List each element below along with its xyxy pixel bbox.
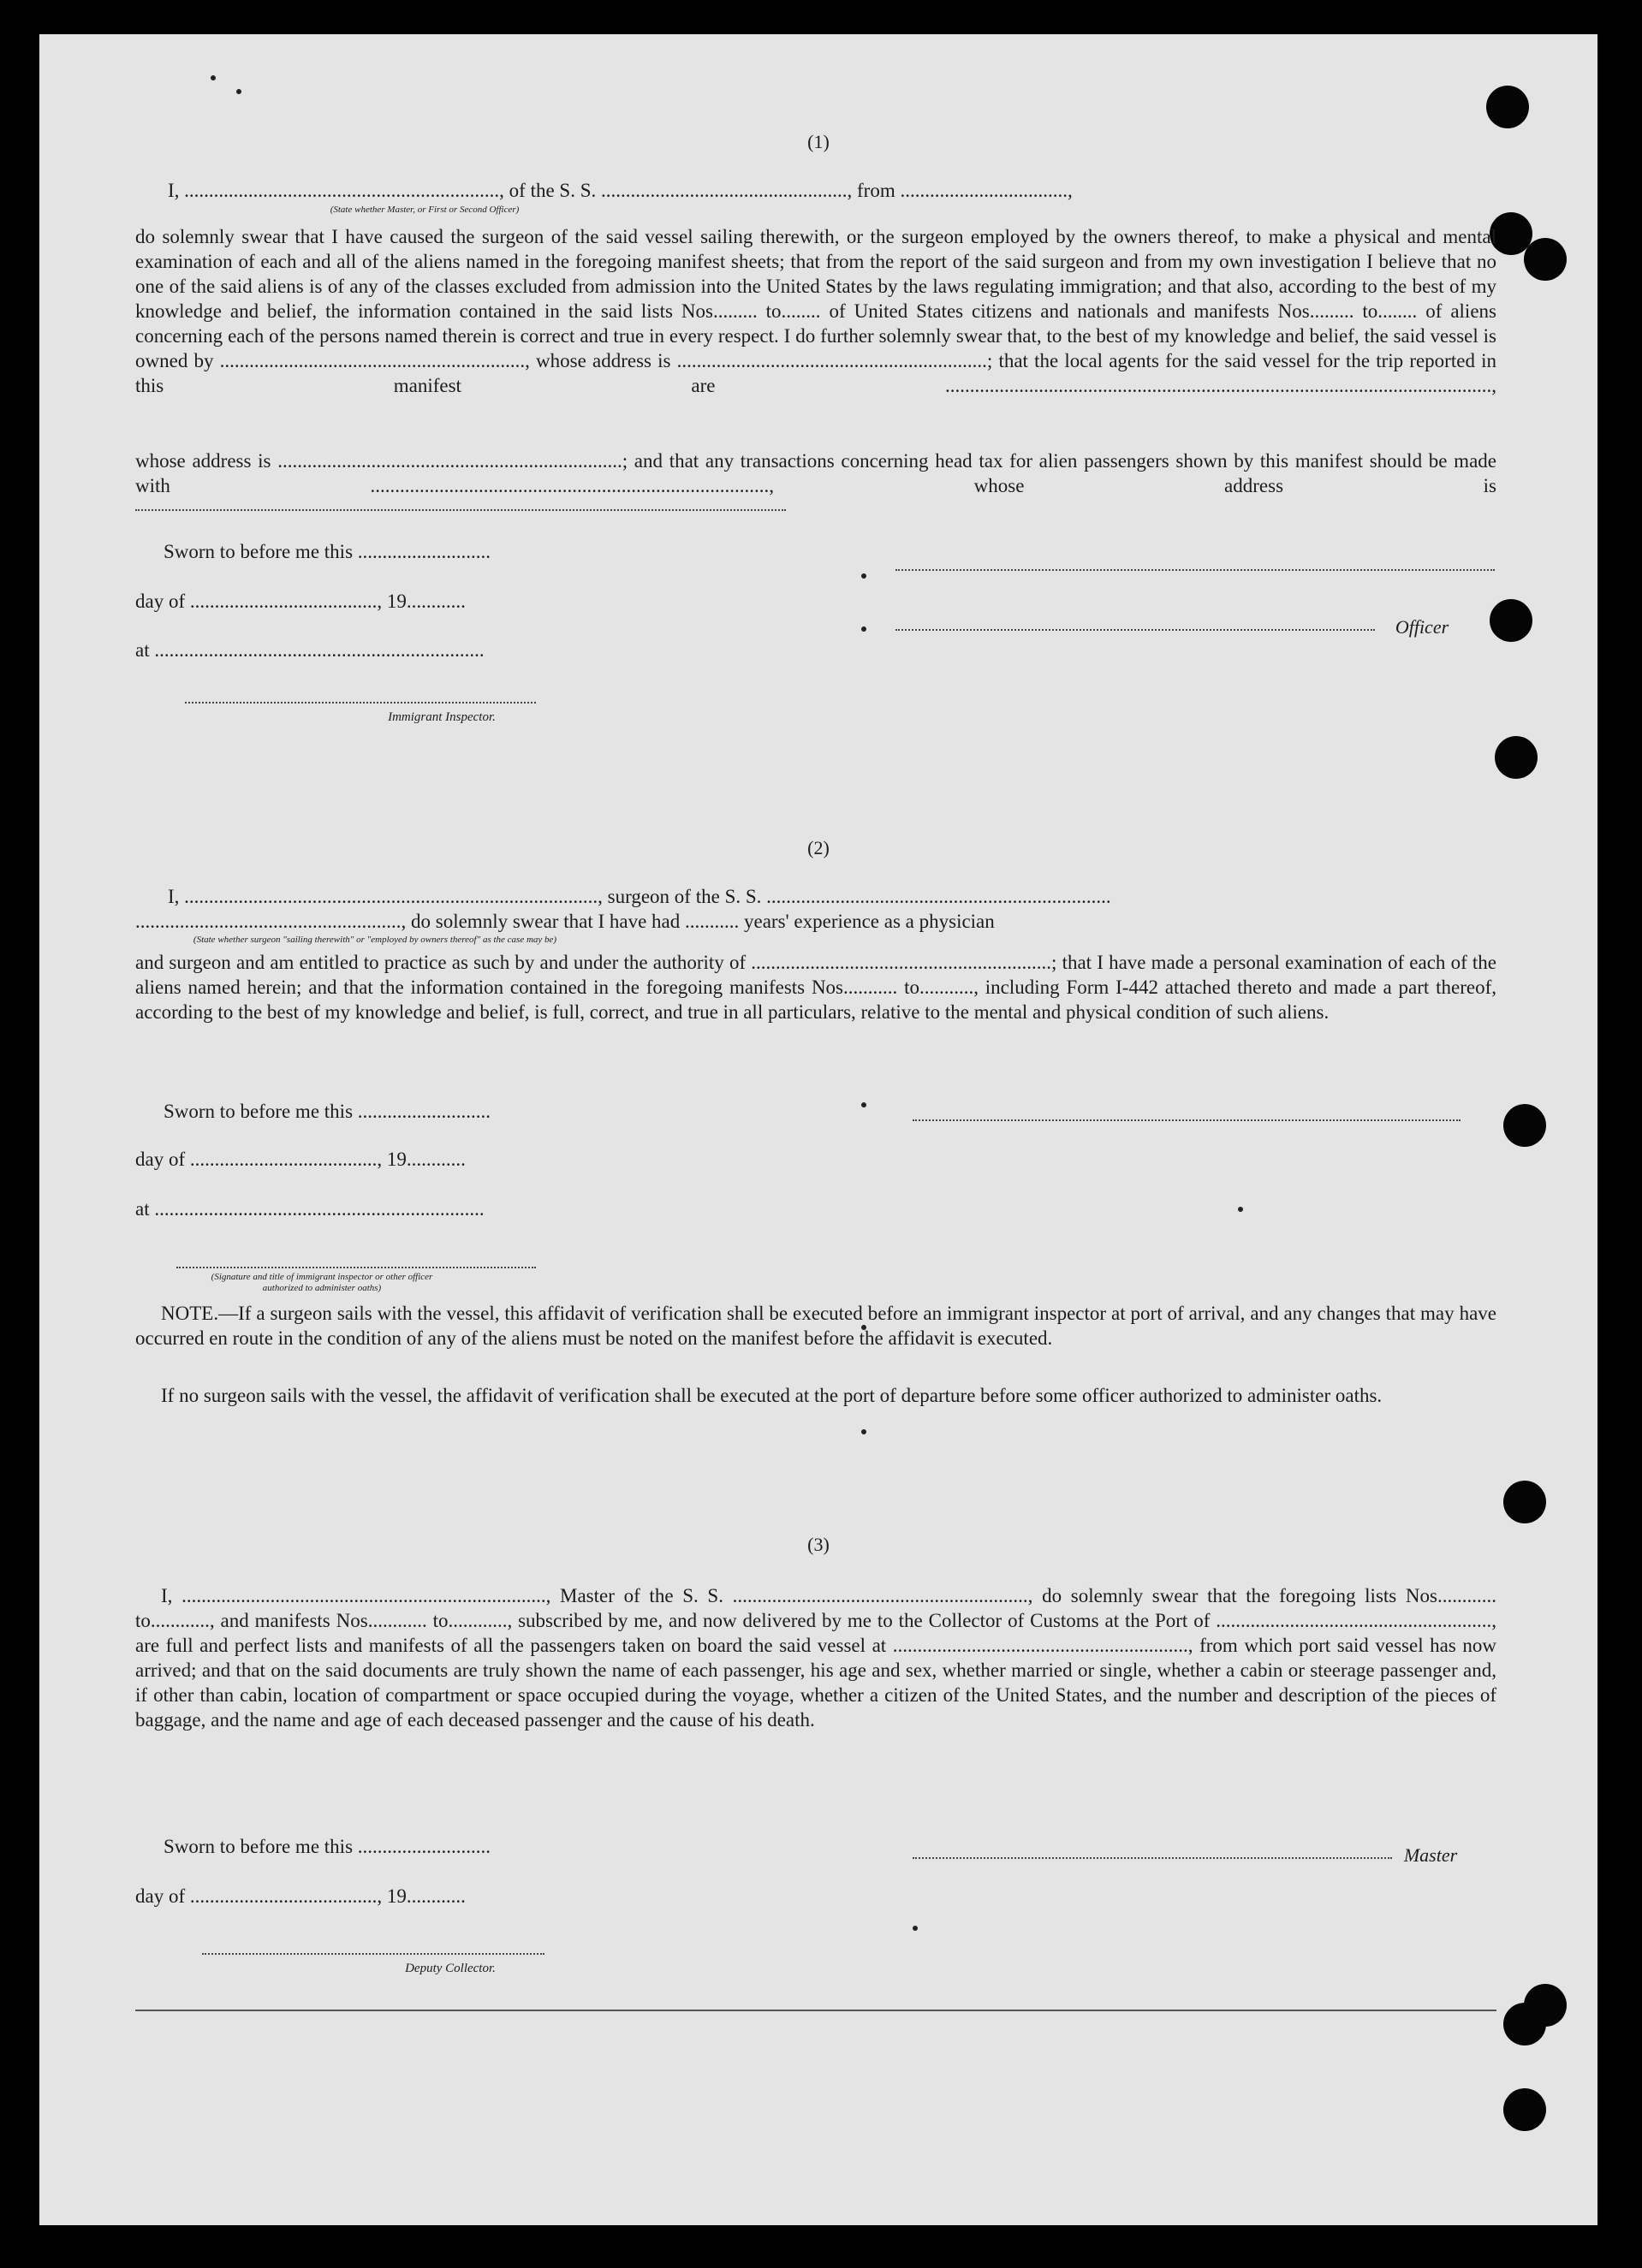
section-2-note-2 (135, 1383, 1496, 1408)
section-1-oath-caption: (State whether Master, or First or Second Officer) (330, 205, 520, 215)
master-signature-line (913, 1857, 1392, 1859)
section-2-note (135, 1301, 1496, 1351)
section-2-caption: (State whether surgeon "sailing therewith" or "employed by owners thereof" as the case may be) (193, 935, 557, 945)
section-3-number: (3) (807, 1534, 830, 1555)
inspector-signature-line (176, 1267, 536, 1268)
section-2-day-of: day of ......................................, 19............ (135, 1149, 466, 1170)
section-1-sworn: Sworn to before me this ........................... (164, 541, 491, 562)
document-page (39, 34, 1597, 2225)
section-1-officer: Officer (1395, 616, 1449, 638)
section-2-at: at ................................................................... (135, 1198, 485, 1220)
section-3-body (135, 1583, 1496, 1732)
signature-line (895, 569, 1495, 571)
stray-mark (211, 75, 216, 80)
punch-hole (1524, 1984, 1567, 2027)
stray-mark (861, 1429, 866, 1434)
stray-mark (861, 573, 866, 579)
section-2-line-1: I, ...................................................................................., surgeon of the S. S. ...................................................................... (168, 886, 1111, 907)
section-2-number: (2) (807, 837, 830, 858)
punch-hole (1495, 736, 1538, 779)
note-2-text: If no surgeon sails with the vessel, the affidavit of verification shall be executed at the port of departure before some officer authorized to administer oaths. (161, 1385, 1383, 1406)
address-line (135, 509, 786, 511)
punch-hole (1503, 1481, 1546, 1523)
section-3-body-text: I, .........................................................................., Master of the S. S. ............................................................, do solemnly swear that the foregoing lists Nos............ to............, and manifests Nos............ to............, subscribed by me, and now delivered by me to the Collector of Customs at the Port of ........................................................, are full and perfect lists and manifests of all the passengers taken on board the said vessel at ............................................................, from which port said vessel has now arrived; and that on the said documents are truly shown the name of each passenger, his age and sex, whether married or single, whether a cabin or steerage passenger and, if other than cabin, location of compartment or space occupied during the voyage, whether a citizen of the United States, and the number and description of the pieces of baggage, and the name and age of each deceased passenger and the cause of his death. (135, 1585, 1496, 1731)
section-2-line-2: ......................................................, do solemnly swear that I have had ........... years' experience as a physician (135, 911, 995, 932)
punch-hole (1490, 599, 1532, 642)
section-1-body: do solemnly swear that I have caused the surgeon of the said vessel sailing therewith, or the surgeon employed by the owners thereof, to make a physical and mental examination of each and all of the aliens named in the foregoing manifest sheets; that from the report of the said surgeon and from my own investigation I believe that no one of the said aliens is of any of the classes excluded from admission into the United States by the laws regulating immigration; and that also, according to the best of my knowledge and belief, the information contained in the said lists Nos......... to........ of United States citizens and nationals and manifests Nos......... to........ of aliens concerning each of the persons named therein is correct and true in every respect. I do further solemnly swear that, to the best of my knowledge and belief, the said vessel is owned by .............................................................., whose address is ...............................................................; that the local agents for the said vessel for the trip reported in this manifest are ..............................................................................................................., (135, 226, 1496, 396)
officer-signature-line (895, 629, 1375, 631)
punch-hole (1503, 1104, 1546, 1147)
section-2-body: and surgeon and am entitled to practice as such by and under the authority of .............................................................; that I have made a personal examination of each of the aliens named herein; and that the information contained in the foregoing manifests Nos........... to..........., including Form I-442 attached thereto and made a part thereof, according to the best of my knowledge and belief, is full, correct, and true in all particulars, relative to the mental and physical condition of such aliens. (135, 952, 1496, 1023)
section-3-day-of: day of ......................................, 19............ (135, 1885, 466, 1907)
note-label: NOTE. (161, 1303, 219, 1324)
inspector-signature-line (185, 702, 536, 704)
punch-hole (1503, 2088, 1546, 2131)
stray-mark (1238, 1207, 1243, 1212)
bottom-rule (135, 2010, 1496, 2011)
stray-mark (861, 1102, 866, 1107)
section-1-oath-line: I, ................................................................, of the S. S. .................................................., from .................................., (168, 180, 1073, 201)
section-1-body-2: whose address is ......................................................................; and that any transactions concerning head tax for alien passengers shown by this manifest should be made with ................................................................................., whose address is (135, 450, 1496, 496)
section-3-master: Master (1403, 1844, 1458, 1866)
section-1-number: (1) (807, 131, 830, 152)
punch-hole (1486, 86, 1529, 128)
signature-line (913, 1119, 1461, 1121)
section-2-signature-caption: (Signature and title of immigrant inspector or other officer authorized to administer oaths) (211, 1272, 433, 1293)
stray-mark (913, 1926, 918, 1931)
section-1-day-of: day of ......................................, 19............ (135, 591, 466, 612)
note-text: —If a surgeon sails with the vessel, this affidavit of verification shall be executed before an immigrant inspector at port of arrival, and any changes that may have occurred en route in the condition of any of the aliens must be noted on the manifest before the affidavit is executed. (135, 1303, 1496, 1349)
section-3-sworn: Sworn to before me this ........................... (164, 1836, 491, 1857)
punch-hole (1524, 238, 1567, 281)
section-2-sworn: Sworn to before me this ........................... (164, 1101, 491, 1122)
stray-mark (236, 89, 241, 94)
section-1-inspector: Immigrant Inspector. (388, 710, 496, 724)
section-1-at: at ................................................................... (135, 639, 485, 661)
section-3-deputy: Deputy Collector. (405, 1962, 496, 1975)
stray-mark (861, 626, 866, 632)
collector-signature-line (202, 1953, 544, 1955)
